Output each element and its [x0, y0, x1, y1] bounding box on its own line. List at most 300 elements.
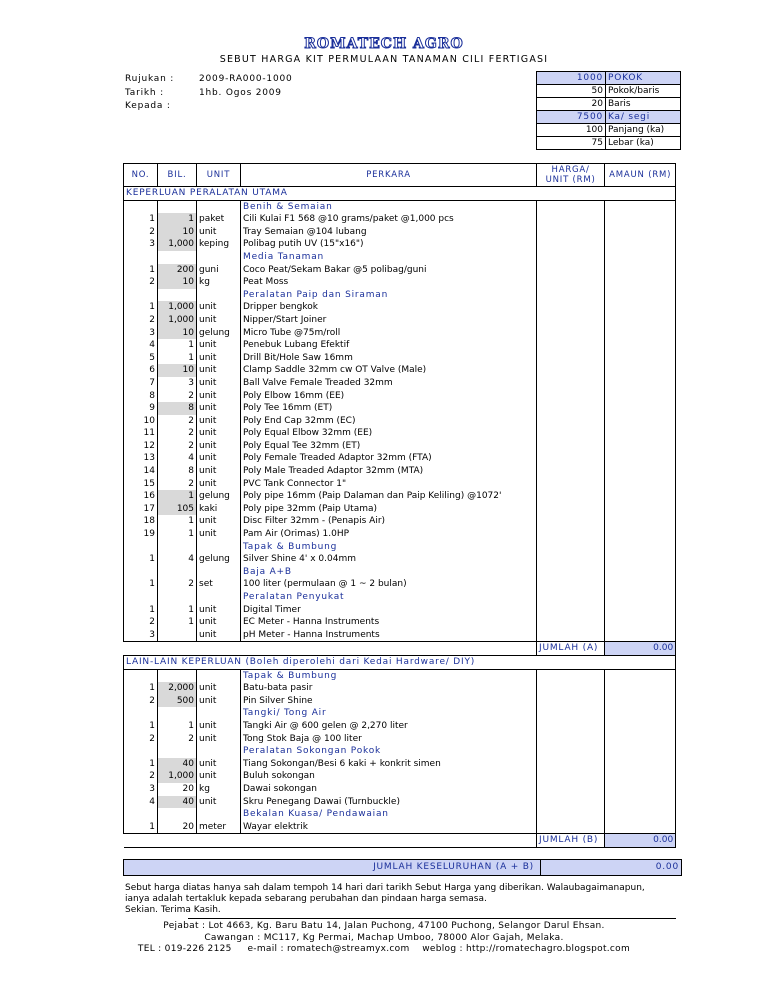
item-quantity: 2	[158, 390, 197, 403]
table-row	[124, 314, 676, 327]
item-unit: unit	[197, 695, 241, 708]
grand-total	[123, 859, 682, 876]
item-no: 1	[124, 213, 158, 226]
item-unit: unit	[197, 301, 241, 314]
item-amount	[605, 515, 676, 528]
item-no: 11	[124, 427, 158, 440]
item-unit-price	[537, 276, 605, 289]
item-description: Poly Female Treaded Adaptor 32mm (FTA)	[241, 452, 537, 465]
item-description: Dripper bengkok	[241, 301, 537, 314]
tarikh-label: Tarikh :	[125, 87, 164, 98]
item-description: Penebuk Lubang Efektif	[241, 339, 537, 352]
item-description: Pin Silver Shine	[241, 695, 537, 708]
item-quantity: 20	[158, 821, 197, 834]
table-row	[124, 821, 676, 834]
item-unit-price	[537, 390, 605, 403]
item-no: 17	[124, 503, 158, 516]
item-no: 2	[124, 695, 158, 708]
item-amount	[605, 682, 676, 695]
item-no: 13	[124, 452, 158, 465]
item-unit-price	[537, 616, 605, 629]
parameter-unit: Lebar (ka)	[606, 137, 681, 150]
item-description: Digital Timer	[241, 604, 537, 617]
item-no: 1	[124, 301, 158, 314]
item-description: Poly pipe 32mm (Paip Utama)	[241, 503, 537, 516]
item-quantity: 1,000	[158, 301, 197, 314]
item-amount	[605, 377, 676, 390]
table-row	[124, 415, 676, 428]
item-unit: unit	[197, 758, 241, 771]
item-unit: unit	[197, 226, 241, 239]
item-amount	[605, 465, 676, 478]
item-no: 2	[124, 733, 158, 746]
header-unit: UNIT	[197, 164, 241, 187]
item-quantity: 10	[158, 276, 197, 289]
item-amount	[605, 440, 676, 453]
company-footer	[0, 921, 768, 956]
header-bil: BIL.	[158, 164, 197, 187]
item-amount	[605, 390, 676, 403]
item-unit-price	[537, 629, 605, 642]
item-amount	[605, 553, 676, 566]
table-row	[124, 452, 676, 465]
item-description: Pam Air (Orimas) 1.0HP	[241, 528, 537, 541]
item-unit-price	[537, 796, 605, 809]
item-quantity: 40	[158, 796, 197, 809]
item-unit-price	[537, 821, 605, 834]
grand-total-label: JUMLAH KESELURUHAN (A + B)	[124, 860, 541, 876]
subheading: Media Tanaman	[241, 251, 537, 264]
item-description: Poly pipe 16mm (Paip Dalaman dan Paip Keliling) @1072'	[241, 490, 537, 503]
item-amount	[605, 796, 676, 809]
item-unit-price	[537, 695, 605, 708]
parameter-row	[537, 72, 681, 85]
item-no: 8	[124, 390, 158, 403]
table-row	[124, 503, 676, 516]
planting-parameters	[536, 71, 681, 150]
table-row	[124, 490, 676, 503]
item-no: 1	[124, 821, 158, 834]
subtotal-value: 0.00	[605, 642, 676, 656]
kepada-label: Kepada :	[125, 101, 171, 111]
item-unit: unit	[197, 402, 241, 415]
item-unit-price	[537, 226, 605, 239]
parameter-row	[537, 124, 681, 137]
item-amount	[605, 770, 676, 783]
item-quantity: 1	[158, 720, 197, 733]
item-quantity: 4	[158, 553, 197, 566]
item-unit: unit	[197, 682, 241, 695]
item-unit: unit	[197, 770, 241, 783]
header-harga-unit: HARGA/ UNIT (RM)	[537, 164, 605, 187]
item-amount	[605, 415, 676, 428]
item-description: Poly Equal Tee 32mm (ET)	[241, 440, 537, 453]
item-no: 1	[124, 682, 158, 695]
item-quantity: 500	[158, 695, 197, 708]
item-unit-price	[537, 503, 605, 516]
item-quantity: 2	[158, 578, 197, 591]
item-description: Tray Semaian @104 lubang	[241, 226, 537, 239]
table-row	[124, 578, 676, 591]
quotation-meta	[125, 73, 293, 114]
item-no: 18	[124, 515, 158, 528]
item-unit-price	[537, 452, 605, 465]
grand-total-value: 0.00	[541, 860, 682, 876]
item-description: Cili Kulai F1 568 @10 grams/paket @1,000 pcs	[241, 213, 537, 226]
table-row	[124, 390, 676, 403]
item-quantity: 1,000	[158, 238, 197, 251]
table-row	[124, 515, 676, 528]
item-unit: gelung	[197, 553, 241, 566]
item-description: Poly Elbow 16mm (EE)	[241, 390, 537, 403]
subtotal-row	[124, 834, 676, 848]
item-quantity: 1	[158, 616, 197, 629]
item-unit-price	[537, 427, 605, 440]
table-row	[124, 733, 676, 746]
table-row	[124, 352, 676, 365]
section-title: LAIN-LAIN KEPERLUAN (Boleh diperolehi dari Kedai Hardware/ DIY)	[124, 655, 676, 669]
item-no: 14	[124, 465, 158, 478]
item-description: Batu-bata pasir	[241, 682, 537, 695]
item-quantity: 1	[158, 490, 197, 503]
item-description: PVC Tank Connector 1"	[241, 478, 537, 491]
note-line: ianya adalah tertakluk kepada sebarang perubahan dan pindaan harga semasa.	[125, 894, 487, 904]
item-amount	[605, 783, 676, 796]
header-no: NO.	[124, 164, 158, 187]
item-no: 1	[124, 553, 158, 566]
table-row	[124, 553, 676, 566]
section-title-row	[124, 187, 676, 201]
item-no: 2	[124, 226, 158, 239]
item-no: 1	[124, 578, 158, 591]
item-unit: unit	[197, 314, 241, 327]
subtotal-value: 0.00	[605, 834, 676, 848]
item-unit: unit	[197, 528, 241, 541]
item-unit-price	[537, 402, 605, 415]
footer-divider	[188, 918, 676, 919]
subheading: Benih & Semaian	[241, 200, 537, 213]
item-no: 6	[124, 364, 158, 377]
item-quantity: 1	[158, 352, 197, 365]
item-amount	[605, 352, 676, 365]
item-no: 5	[124, 352, 158, 365]
note-line: Sebut harga diatas hanya sah dalam tempoh 14 hari dari tarikh Sebut Harga yang diberikan. Walaubagaimanapun,	[125, 883, 645, 893]
parameter-value: 100	[537, 124, 606, 137]
table-row	[124, 364, 676, 377]
item-unit: gelung	[197, 490, 241, 503]
parameter-value: 1000	[537, 72, 606, 85]
item-unit: unit	[197, 390, 241, 403]
item-quantity: 200	[158, 264, 197, 277]
subheading-row	[124, 251, 676, 264]
item-quantity: 20	[158, 783, 197, 796]
table-row	[124, 238, 676, 251]
section-title-row	[124, 655, 676, 669]
item-quantity: 1,000	[158, 770, 197, 783]
subheading-row	[124, 745, 676, 758]
validity-note	[125, 883, 685, 916]
table-row	[124, 682, 676, 695]
item-unit-price	[537, 440, 605, 453]
item-no: 2	[124, 314, 158, 327]
subheading-row	[124, 808, 676, 821]
item-description: Coco Peat/Sekam Bakar @5 polibag/guni	[241, 264, 537, 277]
table-row	[124, 720, 676, 733]
item-quantity: 8	[158, 465, 197, 478]
item-no: 10	[124, 415, 158, 428]
item-description: Wayar elektrik	[241, 821, 537, 834]
item-no: 1	[124, 758, 158, 771]
item-description: Poly Equal Elbow 32mm (EE)	[241, 427, 537, 440]
parameter-value: 75	[537, 137, 606, 150]
item-quantity: 10	[158, 226, 197, 239]
table-row	[124, 695, 676, 708]
item-amount	[605, 327, 676, 340]
item-unit: unit	[197, 452, 241, 465]
item-no: 16	[124, 490, 158, 503]
item-unit-price	[537, 364, 605, 377]
table-row	[124, 758, 676, 771]
item-unit: paket	[197, 213, 241, 226]
item-quantity: 10	[158, 327, 197, 340]
item-description: Tiang Sokongan/Besi 6 kaki + konkrit simen	[241, 758, 537, 771]
item-description: Ball Valve Female Treaded 32mm	[241, 377, 537, 390]
item-description: Buluh sokongan	[241, 770, 537, 783]
item-unit: unit	[197, 515, 241, 528]
document-title: SEBUT HARGA KIT PERMULAAN TANAMAN CILI FERTIGASI	[219, 54, 549, 65]
table-row	[124, 783, 676, 796]
item-amount	[605, 264, 676, 277]
subheading: Baja A+B	[241, 566, 537, 579]
item-quantity: 4	[158, 452, 197, 465]
item-amount	[605, 427, 676, 440]
item-quantity: 40	[158, 758, 197, 771]
item-quantity: 105	[158, 503, 197, 516]
subheading: Tapak & Bumbung	[241, 669, 537, 682]
parameter-unit: POKOK	[606, 72, 681, 85]
table-row	[124, 440, 676, 453]
item-no: 4	[124, 339, 158, 352]
item-quantity: 3	[158, 377, 197, 390]
item-unit: unit	[197, 478, 241, 491]
item-description: Poly End Cap 32mm (EC)	[241, 415, 537, 428]
table-row	[124, 528, 676, 541]
item-no: 3	[124, 238, 158, 251]
item-quantity: 1	[158, 339, 197, 352]
item-amount	[605, 629, 676, 642]
item-quantity: 1	[158, 604, 197, 617]
item-description: EC Meter - Hanna Instruments	[241, 616, 537, 629]
item-unit-price	[537, 733, 605, 746]
item-unit-price	[537, 352, 605, 365]
footer-branch: Cawangan : MC117, Kg Permai, Machap Umboo, 78000 Alor Gajah, Melaka.	[204, 932, 564, 943]
table-row	[124, 276, 676, 289]
parameter-row	[537, 137, 681, 150]
item-no: 15	[124, 478, 158, 491]
item-unit: unit	[197, 415, 241, 428]
parameter-value: 50	[537, 85, 606, 98]
item-amount	[605, 339, 676, 352]
item-description: 100 liter (permulaan @ 1 ~ 2 bulan)	[241, 578, 537, 591]
item-unit: unit	[197, 616, 241, 629]
item-unit-price	[537, 238, 605, 251]
company-name: ROMATECH AGRO	[304, 36, 464, 52]
item-unit: kaki	[197, 503, 241, 516]
item-amount	[605, 452, 676, 465]
parameter-unit: Pokok/baris	[606, 85, 681, 98]
item-amount	[605, 503, 676, 516]
item-unit-price	[537, 264, 605, 277]
item-unit-price	[537, 528, 605, 541]
item-description: Disc Filter 32mm - (Penapis Air)	[241, 515, 537, 528]
subheading-row	[124, 566, 676, 579]
table-row	[124, 264, 676, 277]
item-no: 4	[124, 796, 158, 809]
item-amount	[605, 578, 676, 591]
parameter-value: 7500	[537, 111, 606, 124]
table-row	[124, 478, 676, 491]
subheading: Peralatan Penyukat	[241, 591, 537, 604]
item-no: 12	[124, 440, 158, 453]
table-row	[124, 327, 676, 340]
parameter-unit: Panjang (ka)	[606, 124, 681, 137]
item-unit: kg	[197, 783, 241, 796]
table-row	[124, 465, 676, 478]
subheading: Tangki/ Tong Air	[241, 707, 537, 720]
item-description: Poly Tee 16mm (ET)	[241, 402, 537, 415]
item-quantity: 2,000	[158, 682, 197, 695]
item-unit-price	[537, 301, 605, 314]
item-amount	[605, 478, 676, 491]
item-unit: set	[197, 578, 241, 591]
item-amount	[605, 821, 676, 834]
item-unit: unit	[197, 796, 241, 809]
item-amount	[605, 276, 676, 289]
footer-contact: TEL : 019-226 2125 e-mail : romatech@streamyx.com weblog : http://romatechagro.blogspot.com	[137, 944, 631, 954]
item-amount	[605, 226, 676, 239]
table-row	[124, 629, 676, 642]
subheading-row	[124, 200, 676, 213]
subheading-row	[124, 591, 676, 604]
item-unit: unit	[197, 733, 241, 746]
subtotal-label: JUMLAH (B)	[537, 834, 605, 848]
item-unit: unit	[197, 339, 241, 352]
footer-office: Pejabat : Lot 4663, Kg. Baru Batu 14, Jalan Puchong, 47100 Puchong, Selangor Darul Ehsan.	[163, 921, 605, 931]
item-unit-price	[537, 758, 605, 771]
item-description: Tangki Air @ 600 gelen @ 2,270 liter	[241, 720, 537, 733]
item-unit-price	[537, 553, 605, 566]
item-unit-price	[537, 604, 605, 617]
item-unit: meter	[197, 821, 241, 834]
item-description: Silver Shine 4' x 0.04mm	[241, 553, 537, 566]
item-no: 3	[124, 327, 158, 340]
item-no: 2	[124, 616, 158, 629]
item-quantity: 2	[158, 440, 197, 453]
item-unit-price	[537, 515, 605, 528]
table-row	[124, 770, 676, 783]
item-no: 3	[124, 629, 158, 642]
item-quantity: 1	[158, 528, 197, 541]
section-title: KEPERLUAN PERALATAN UTAMA	[124, 187, 676, 201]
item-quantity: 1	[158, 213, 197, 226]
item-amount	[605, 314, 676, 327]
item-quantity: 2	[158, 478, 197, 491]
note-line: Sekian. Terima Kasih.	[125, 905, 221, 915]
item-quantity: 8	[158, 402, 197, 415]
tarikh-value: 1hb. Ogos 2009	[199, 87, 282, 98]
item-quantity: 10	[158, 364, 197, 377]
item-no: 7	[124, 377, 158, 390]
item-quantity: 1	[158, 515, 197, 528]
item-unit-price	[537, 682, 605, 695]
table-row	[124, 604, 676, 617]
item-unit-price	[537, 339, 605, 352]
item-amount	[605, 364, 676, 377]
item-unit-price	[537, 465, 605, 478]
table-row	[124, 402, 676, 415]
item-unit: unit	[197, 629, 241, 642]
item-description: Peat Moss	[241, 276, 537, 289]
table-row	[124, 301, 676, 314]
item-description: Polibag putih UV (15"x16")	[241, 238, 537, 251]
item-unit-price	[537, 314, 605, 327]
subtotal-row	[124, 642, 676, 656]
subheading: Peralatan Sokongan Pokok	[241, 745, 537, 758]
item-no: 2	[124, 276, 158, 289]
item-unit: unit	[197, 427, 241, 440]
item-amount	[605, 301, 676, 314]
item-amount	[605, 490, 676, 503]
item-no: 9	[124, 402, 158, 415]
header-perkara: PERKARA	[241, 164, 537, 187]
item-unit-price	[537, 415, 605, 428]
item-amount	[605, 604, 676, 617]
item-unit: unit	[197, 364, 241, 377]
item-description: Nipper/Start Joiner	[241, 314, 537, 327]
item-amount	[605, 720, 676, 733]
parameter-row	[537, 85, 681, 98]
quotation-table	[123, 163, 676, 848]
item-unit-price	[537, 377, 605, 390]
table-row	[124, 226, 676, 239]
item-description: pH Meter - Hanna Instruments	[241, 629, 537, 642]
item-description: Micro Tube @75m/roll	[241, 327, 537, 340]
table-row	[124, 377, 676, 390]
subtotal-label: JUMLAH (A)	[537, 642, 605, 656]
subheading: Tapak & Bumbung	[241, 541, 537, 554]
item-amount	[605, 528, 676, 541]
table-row	[124, 427, 676, 440]
subheading: Peralatan Paip dan Siraman	[241, 289, 537, 302]
item-quantity: 1,000	[158, 314, 197, 327]
item-quantity: 2	[158, 427, 197, 440]
item-unit: gelung	[197, 327, 241, 340]
item-unit-price	[537, 783, 605, 796]
subheading-row	[124, 289, 676, 302]
item-unit: guni	[197, 264, 241, 277]
parameter-row	[537, 111, 681, 124]
item-unit: kg	[197, 276, 241, 289]
item-no: 3	[124, 783, 158, 796]
item-unit-price	[537, 213, 605, 226]
item-amount	[605, 213, 676, 226]
item-no: 1	[124, 264, 158, 277]
rujukan-value: 2009-RA000-1000	[199, 74, 293, 84]
item-unit: unit	[197, 440, 241, 453]
table-header	[124, 164, 676, 187]
item-unit-price	[537, 327, 605, 340]
item-description: Poly Male Treaded Adaptor 32mm (MTA)	[241, 465, 537, 478]
